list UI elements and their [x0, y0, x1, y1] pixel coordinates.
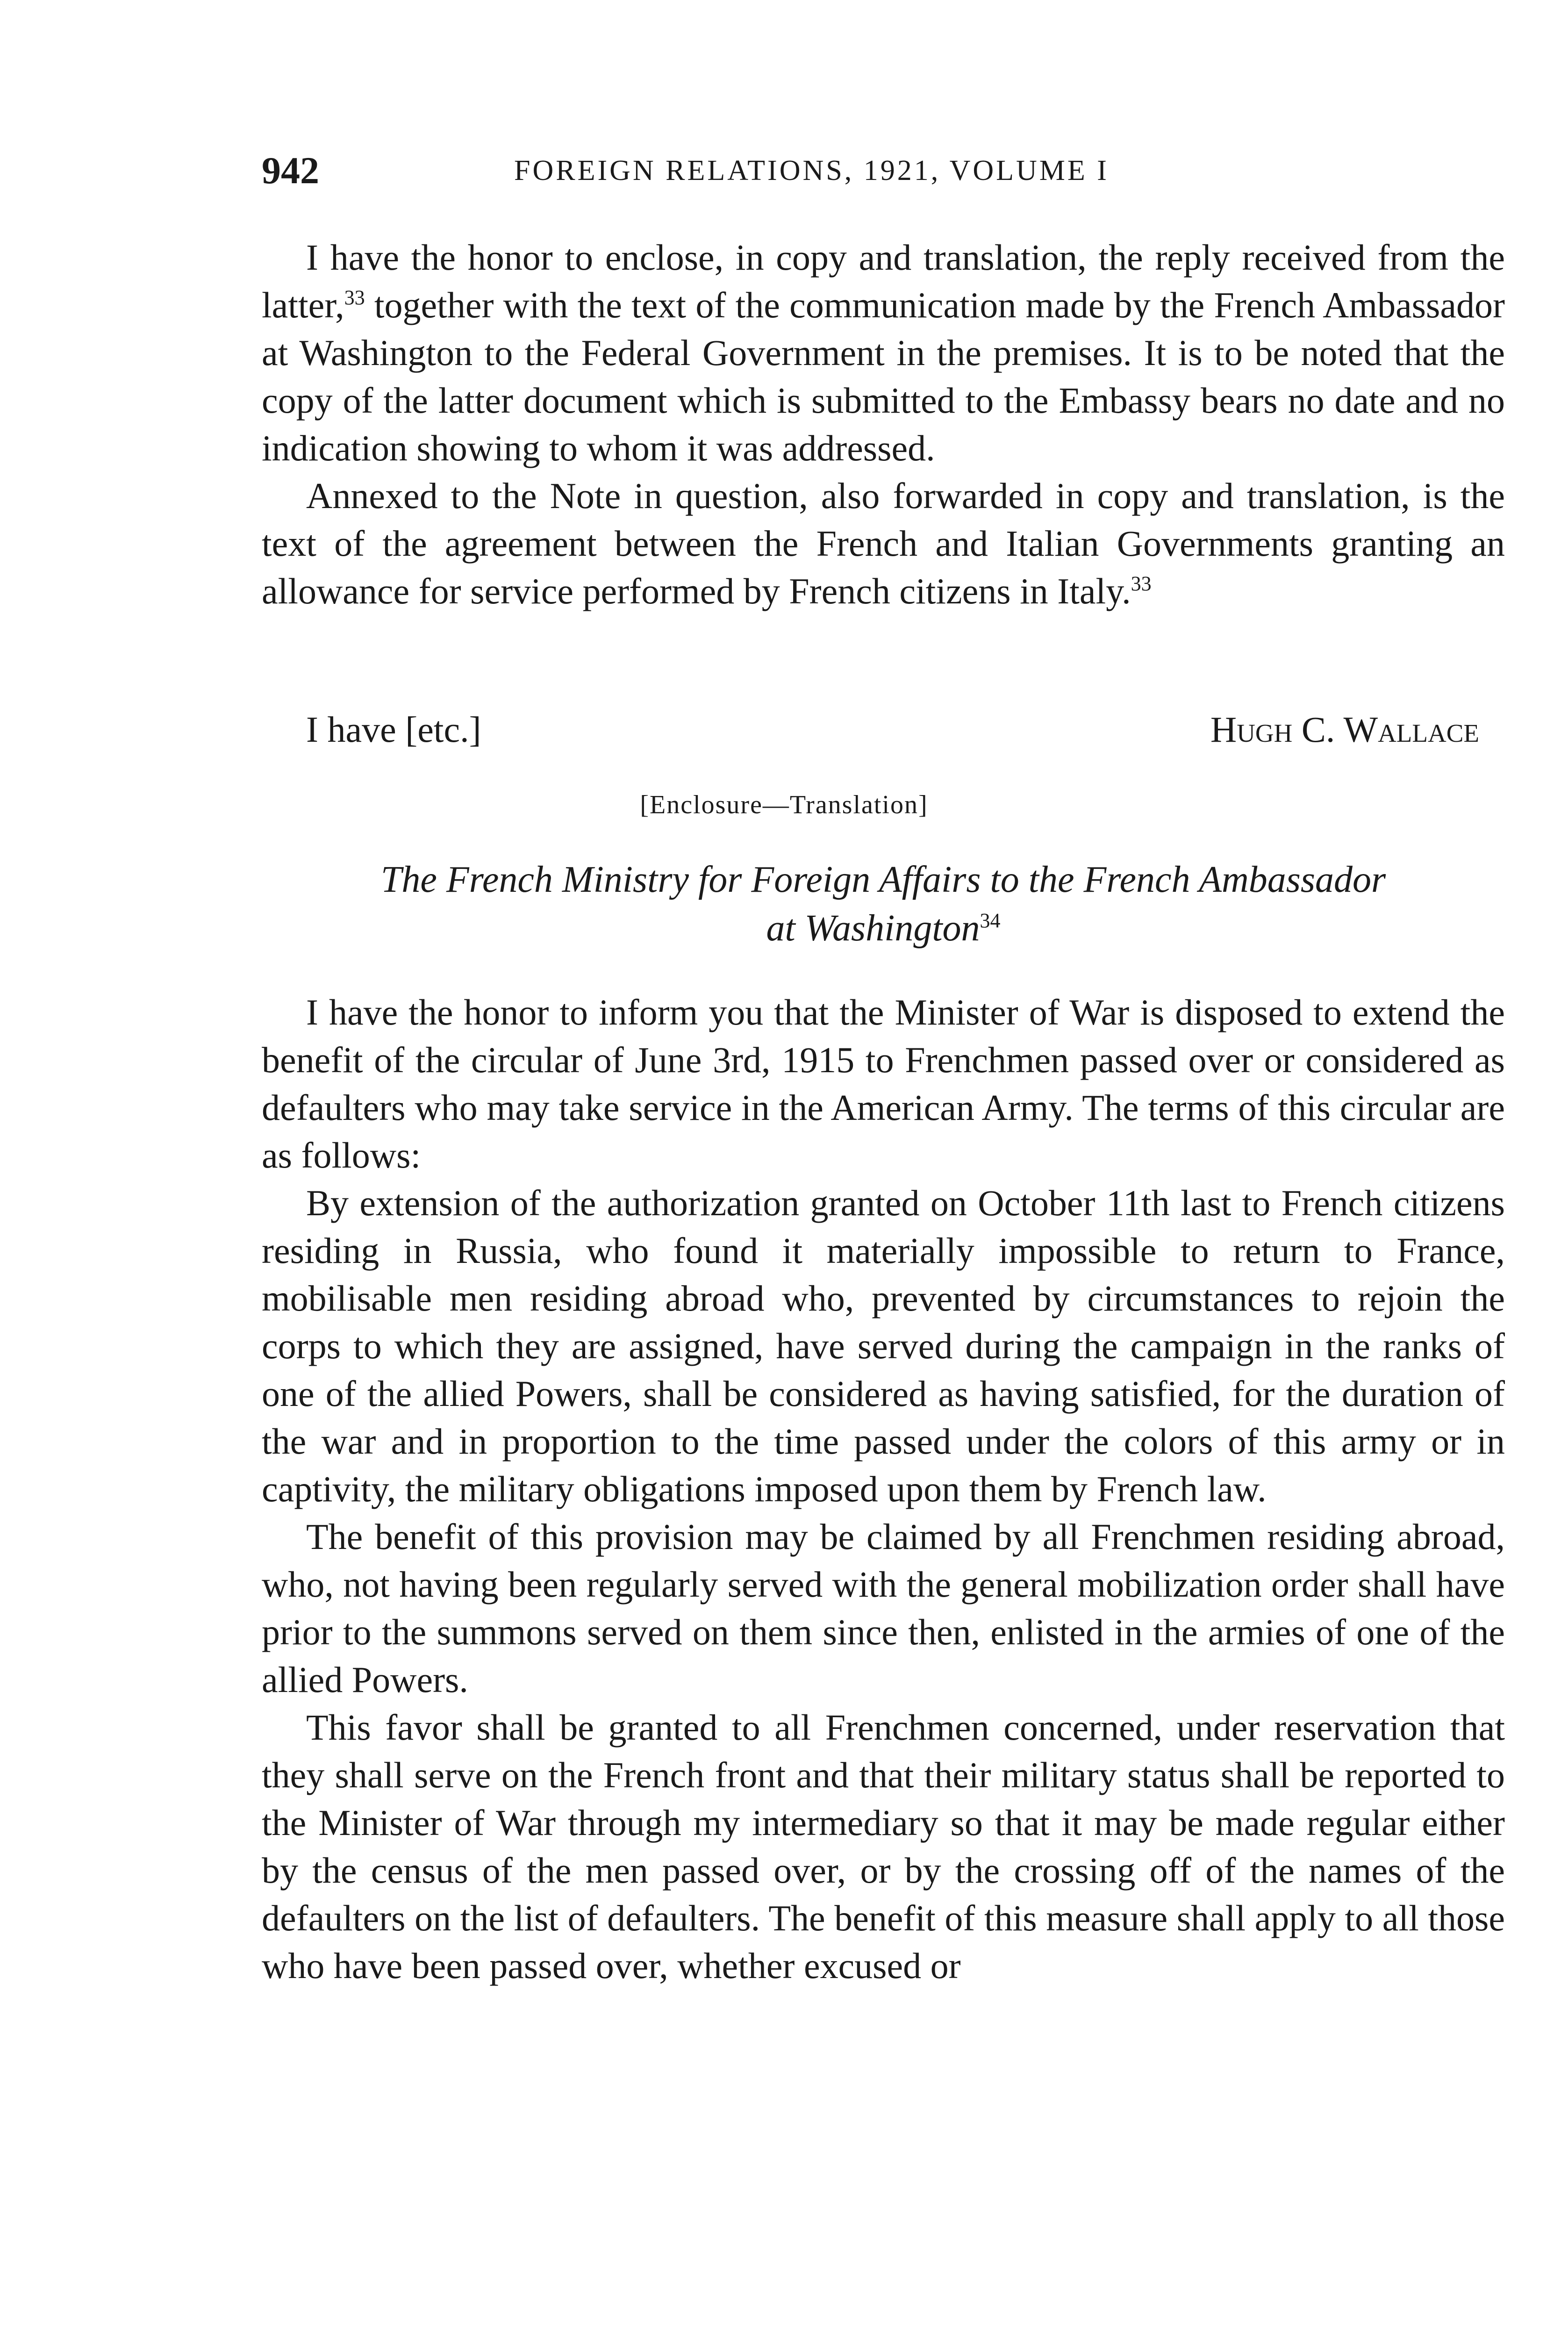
- enclosure-title-text: at Washington: [766, 908, 980, 949]
- enclosure-title: [262, 855, 1505, 953]
- footnote-ref: 33: [344, 286, 365, 309]
- letter-paragraph: [262, 234, 1505, 472]
- footnote-ref: 33: [1131, 572, 1152, 595]
- footnote-ref: 34: [980, 909, 1001, 932]
- page-header: [262, 149, 1505, 200]
- signature: Hugh C. Wallace: [1210, 709, 1479, 750]
- closing-text: I have [etc.]: [306, 709, 481, 750]
- enclosure-title-line: The French Ministry for Foreign Affairs to the French Ambassador: [380, 859, 1386, 900]
- letter-paragraph: [262, 472, 1505, 615]
- letter-paragraph-text: I have the honor to enclose, in copy and translation, the reply received from the latter,: [262, 237, 1505, 325]
- enclosure-paragraph: By extension of the authorization granted on October 11th last to French citizens residing in Russia, who found it materially impossible to return to France, mobilisable men residing abroad who, prevented by circumstances to rejoin the corps to which they are assigned, have served during the campaign in the ranks of one of the allied Powers, shall be considered as having satisfied, for the duration of the war and in proportion to the time passed under the colors of this army or in captivity, the military obligations imposed upon them by French law.: [262, 1183, 1505, 1509]
- running-title: FOREIGN RELATIONS, 1921, VOLUME I: [514, 155, 1109, 186]
- letter-paragraph-text: Annexed to the Note in question, also forwarded in copy and translation, is the text of the agreement between the French and Italian Governments granting an allowance for service performed by French citizens in Italy.: [262, 475, 1505, 611]
- enclosure-paragraph: This favor shall be granted to all Frenchmen concerned, under reservation that they shall serve on the French front and that their military status shall be reported to the Minister of War through my intermediary so that it may be made regular either by the census of the men passed over, or by the crossing off of the names of the defaulters on the list of defaulters. The benefit of this measure shall apply to all those who have been passed over, whether excused or: [262, 1707, 1505, 1986]
- enclosure-paragraph: The benefit of this provision may be claimed by all Frenchmen residing abroad, who, not having been regularly served with the general mobilization order shall have prior to the summons served on them since then, enlisted in the armies of one of the allied Powers.: [262, 1516, 1505, 1700]
- enclosure-title-line: [262, 904, 1505, 953]
- letter-body: [262, 234, 1505, 615]
- enclosure-paragraph: I have the honor to inform you that the Minister of War is disposed to extend the benefit of the circular of June 3rd, 1915 to Frenchmen passed over or considered as defaulters who may take service in the American Army. The terms of this circular are as follows:: [262, 992, 1505, 1176]
- enclosure-label: [Enclosure—Translation]: [640, 790, 928, 819]
- page-number: 942: [262, 149, 319, 192]
- enclosure-body: [262, 989, 1505, 1990]
- letter-paragraph-text: together with the text of the communication made by the French Ambassador at Washington to the Federal Government in the premises. It is to be noted that the copy of the latter document which is submitted to the Embassy bears no date and no indication showing to whom it was addressed.: [262, 285, 1505, 468]
